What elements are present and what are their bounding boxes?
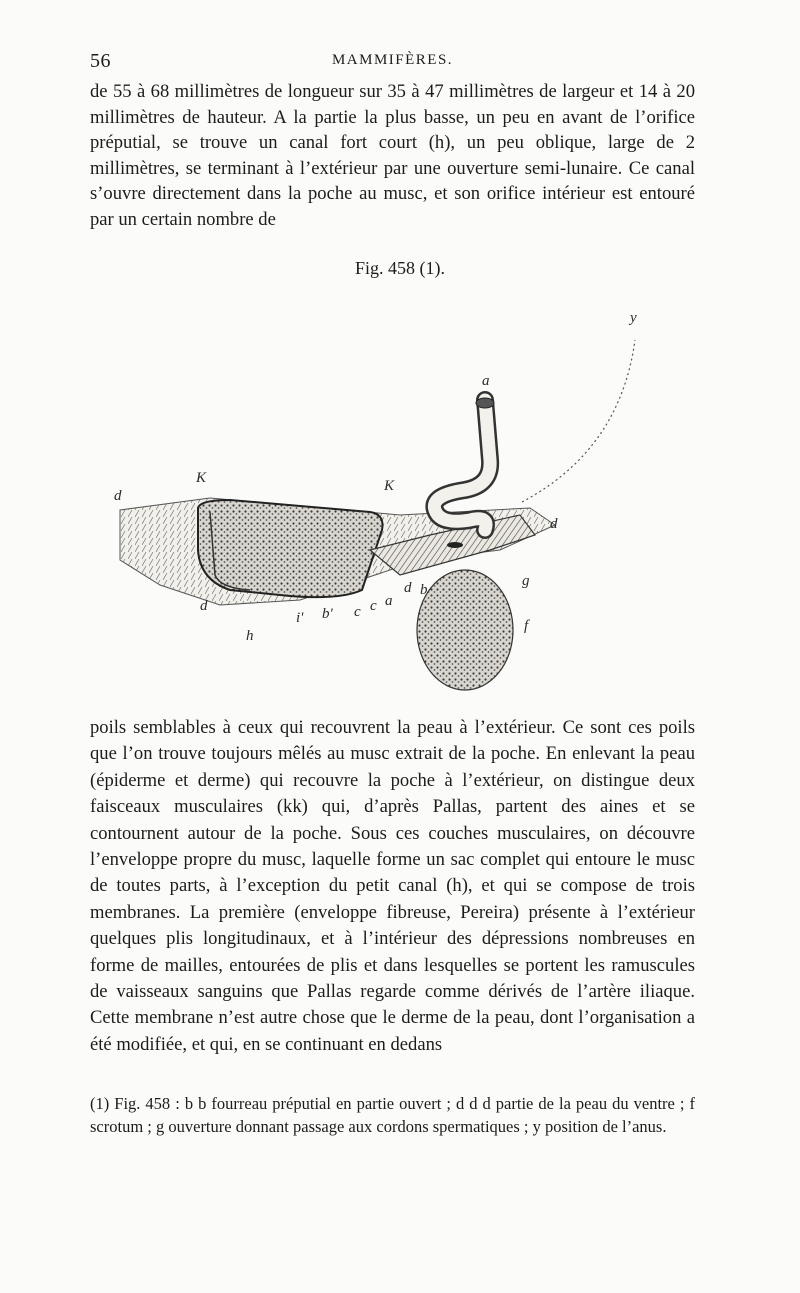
figure-caption: Fig. 458 (1). [355, 258, 445, 278]
musk-pouch [198, 500, 383, 597]
label-g: g [522, 573, 530, 589]
organ-tip [476, 398, 494, 408]
label-d-bottom: d [200, 598, 208, 614]
label-k-left: K [196, 470, 207, 486]
label-i-prime: i' [296, 610, 304, 626]
label-k-right: K [384, 478, 395, 494]
page-number: 56 [90, 50, 111, 72]
anatomical-figure [100, 300, 700, 700]
scrotum [417, 570, 513, 690]
label-y: y [630, 310, 637, 326]
musk-gland-illustration [100, 300, 700, 700]
label-b-prime: b' [322, 606, 333, 622]
label-d-left: d [114, 488, 122, 504]
label-h: h [246, 628, 254, 644]
label-f: f [524, 618, 529, 634]
body-paragraph-2: poils semblables à ceux qui recouvrent la peau à l’extérieur. Ce sont ces poils que l’on trouve toujours mêlés au musc extrait de la poche. En enlevant la peau (épiderme et derme) qui recouvre la poche à l’extérieur, on distingue deux faisceaux musculaires (kk) qui, d’après Pallas, partent des aines et se contournent autour de la poche. Sous ces couches musculaires, on découvre l’enveloppe propre du musc, laquelle forme un sac complet qui entoure le musc de toutes parts, à l’exception du petit canal (h), et qui se compose de trois membranes. La première (enveloppe fibreuse, Pereira) présente à l’extérieur quelques plis longitudinaux, et à l’intérieur des dépressions nombreuses en forme de mailles, entourées de plis et dans lesquelles se portent les ramuscules de vaisseaux sanguins que Pallas regarde comme dérivés de l’artère iliaque. Cette membrane n’est autre chose que le derme de la peau, dont l’organisation a été modifiée, et qui, en se continuant en dedans [90, 717, 695, 1055]
label-d-right: d [550, 516, 558, 532]
label-a-top: a [482, 373, 490, 389]
label-d-mid: d [404, 580, 412, 596]
anus-dotted-line [522, 340, 635, 502]
footnote: (1) Fig. 458 : b b fourreau préputial en partie ouvert ; d d d partie de la peau du ventre ; f scrotum ; g ouverture donnant passage aux cordons spermatiques ; y position de l’anus. [90, 1094, 695, 1136]
label-a-bottom: a [385, 593, 393, 609]
label-b: b [420, 582, 428, 598]
canal-opening [447, 542, 463, 548]
body-paragraph-1: de 55 à 68 millimètres de longueur sur 35 à 47 millimètres de largeur et 14 à 20 millimètres de hauteur. A la partie la plus basse, un peu en avant de l’orifice préputial, se trouve un canal fort court (h), un peu oblique, large de 2 millimètres, se terminant à l’extérieur par une ouverture semi-lunaire. Ce canal s’ouvre directement dans la poche au musc, et son orifice intérieur est entouré par un certain nombre de [90, 81, 695, 230]
page-header [90, 50, 695, 80]
label-c-prime: c [370, 598, 377, 614]
running-title: MAMMIFÈRES. [331, 52, 454, 68]
label-c: c [354, 604, 361, 620]
